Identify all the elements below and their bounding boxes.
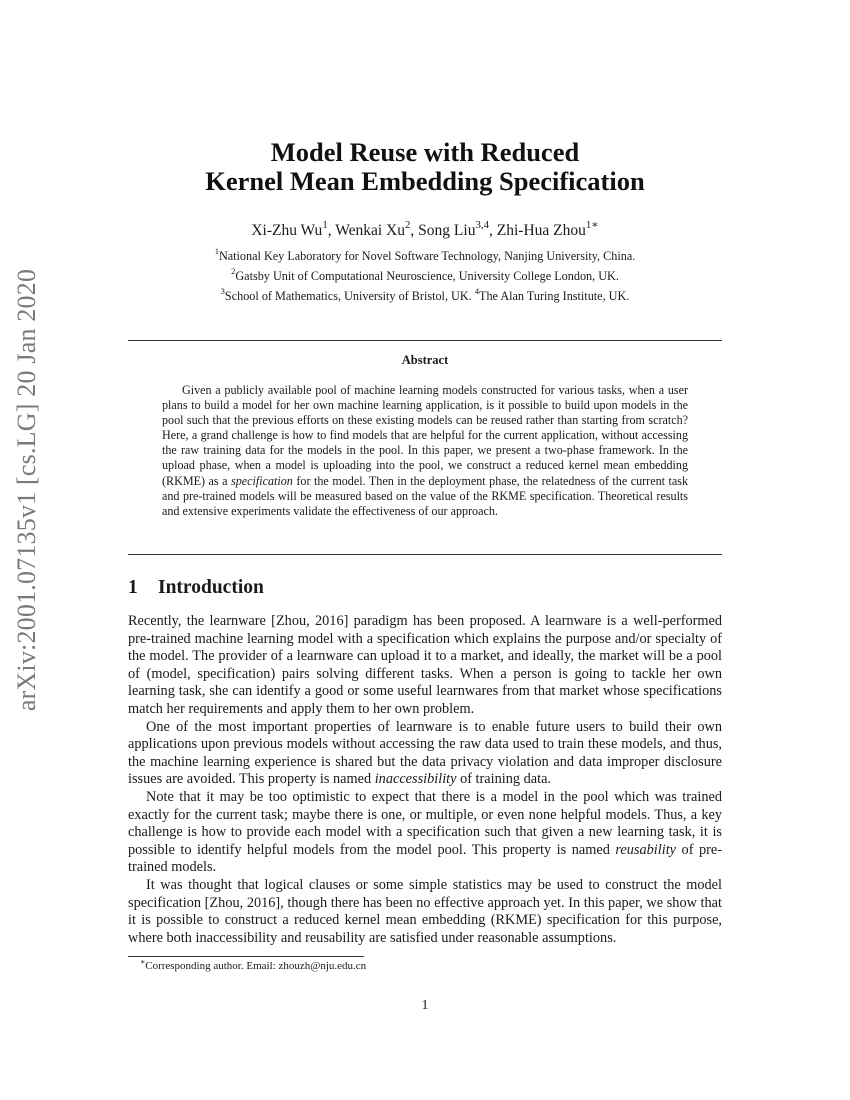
abstract-text: Given a publicly available pool of machine learning models constructed for various tasks, when a user plans to build a model for her own machine learning application, is it possible to build upon models in the pool such that the previous efforts on these existing models can be reused rather than starting from scratch? Here, a grand challenge is how to find models that are helpful for the current application, without accessing the raw training data for the models in the pool. In this paper, we present a two-phase framework. In the upload phase, when a model is uploading into the pool, we construct a reduced kernel mean embedding (RKME) as a: [162, 383, 688, 488]
page-number: 1: [421, 998, 429, 1013]
footnote-text: Corresponding author. Email: zhouzh@nju.edu.cn: [145, 960, 367, 972]
arxiv-stamp: [4, 268, 50, 712]
author-list: [100, 218, 750, 241]
section-heading: [128, 576, 264, 600]
abstract-top-rule: [128, 340, 722, 341]
author-affiliation-mark: 2: [405, 218, 411, 231]
affiliation-mark: 2: [231, 266, 236, 277]
intro-paragraph-2: [128, 719, 722, 789]
intro-emphasis: reusability: [615, 841, 677, 858]
arxiv-identifier: arXiv:2001.07135v1 [cs.LG] 20 Jan 2020: [12, 268, 42, 712]
footnote-rule: [128, 956, 364, 957]
affiliation-mark: 1: [214, 246, 219, 257]
author-separator: ,: [410, 222, 419, 239]
author-affiliation-mark: 1: [322, 218, 328, 231]
affiliation-line-3: [100, 286, 750, 306]
abstract-heading: Abstract: [401, 353, 449, 367]
abstract-paragraph: [162, 383, 688, 519]
affiliation-text: School of Mathematics, University of Bristol, UK.: [224, 289, 475, 303]
affiliation-text: Gatsby Unit of Computational Neuroscience, University College London, UK.: [235, 269, 619, 283]
intro-paragraph-4: It was thought that logical clauses or some simple statistics may be used to construct the model specification [Zhou, 2016], though there has been no effective approach yet. In this paper, we show that it is possible to construct a reduced kernel mean embedding (RKME) specification for this purpose, where both inaccessibility and reusability are satisfied under reasonable assumptions.: [128, 876, 722, 946]
author-name: Zhi-Hua Zhou: [496, 222, 586, 239]
author-separator: ,: [489, 222, 497, 239]
author-separator: ,: [327, 222, 336, 239]
intro-paragraph-1: Recently, the learnware [Zhou, 2016] paradigm has been proposed. A learnware is a well-performed pre-trained machine learning model with a specification which explains the purpose and/or specialty of the model. The provider of a learnware can upload it to a market, and ideally, the market will be a pool of (model, specification) pairs solving different tasks. When a person is going to tackle her own learning task, she can identify a good or some useful learnwares from that market whose specifications match her requirements and apply them to her own problem.: [128, 613, 722, 717]
abstract-text: for the model. Then in the deployment phase, the relatedness of the current task and pre-trained models will be measured based on the value of the RKME specification. Theoretical results and extensive experiments validate the effectiveness of our approach.: [162, 473, 688, 518]
abstract-bottom-rule: [128, 554, 722, 555]
footnote-mark: ∗: [140, 956, 146, 966]
author-name: Xi-Zhu Wu: [251, 222, 323, 239]
intro-text: Note that it may be too optimistic to expect that there is a model in the pool which was trained exactly for the current task; maybe there is one, or multiple, or even none helpful models. Thus, a key challenge is how to provide each model with a specification such that given a new learning task, it is possible to identify helpful models from the model pool. This property is named: [128, 788, 722, 858]
author-name: Wenkai Xu: [335, 222, 405, 239]
intro-paragraph-3: [128, 789, 722, 877]
paper-title: [100, 138, 750, 196]
author-affiliation-mark: 1∗: [585, 218, 599, 231]
affiliation-text: National Key Laboratory for Novel Software Technology, Nanjing University, China.: [218, 249, 636, 263]
intro-emphasis: inaccessibility: [374, 771, 457, 788]
section-title: Introduction: [158, 577, 264, 598]
title-line-2: Kernel Mean Embedding Specification: [205, 166, 645, 196]
introduction-body: [128, 613, 722, 947]
affiliation-text: The Alan Turing Institute, UK.: [479, 289, 630, 303]
author-affiliation-mark: 3,4: [475, 218, 490, 231]
affiliation-line-2: [100, 266, 750, 286]
title-line-1: Model Reuse with Reduced: [270, 137, 580, 167]
footnote: [140, 956, 367, 973]
affiliations: [100, 246, 750, 306]
affiliation-line-1: [100, 246, 750, 266]
intro-text: One of the most important properties of learnware is to enable future users to build their own applications upon previous models without accessing the raw data used to train these models, and thus, the machine learning experience is shared but the data privacy violation and data improper disclosure issues are avoided. This property is named: [128, 718, 722, 788]
section-number: 1: [128, 577, 138, 598]
intro-text: of pre-trained models.: [128, 841, 723, 876]
author-name: Song Liu: [418, 222, 476, 239]
affiliation-mark: 4: [474, 286, 480, 297]
abstract-body: [162, 383, 688, 519]
intro-text: of training data.: [456, 771, 551, 788]
affiliation-mark: 3: [220, 286, 225, 297]
abstract-emphasis: specification: [231, 473, 293, 488]
